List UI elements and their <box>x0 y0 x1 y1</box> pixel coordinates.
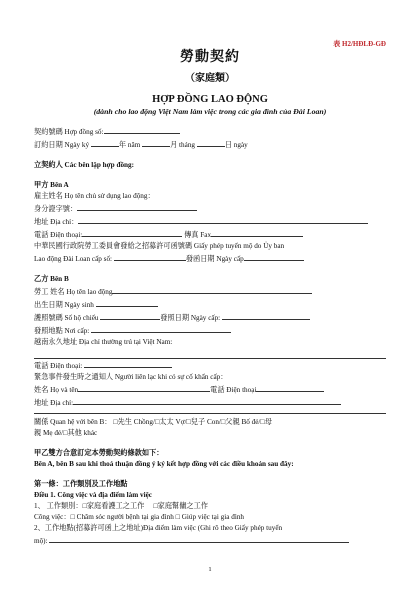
permit-number-label: Lao động Đài Loan cấp số: <box>34 255 114 263</box>
work-type-vietnamese[interactable]: Công việc：□ Chăm sóc người bệnh tại gia đình □ Giúp việc tại gia đình <box>34 513 245 521</box>
emergency-address-label: 地址 Địa chỉ: <box>34 399 74 407</box>
worker-dob-label: 出生日期 Ngày sinh <box>34 301 96 309</box>
worker-phone-label: 電話 Điện thoại: <box>34 362 85 370</box>
page-number: 1 <box>208 566 212 573</box>
contract-number-row <box>34 125 386 138</box>
month-label: 月 tháng <box>170 141 197 149</box>
party-a-id-row <box>34 202 386 215</box>
work-location-row1: 2、工作地點(招募許可函上之地址)Địa điểm làm việc (Ghi rõ theo Giấy phép tuyển <box>34 524 283 532</box>
employer-address-label: 地址 Địa chỉ： <box>34 218 79 226</box>
perm-address-field[interactable] <box>34 348 386 359</box>
emergency-name-label: 姓名 Họ và tên <box>34 386 79 394</box>
party-b-heading: 乙方 Bên B <box>34 275 69 283</box>
party-a-heading: 甲方 Bên A <box>34 181 69 189</box>
emergency-address-row <box>34 396 386 409</box>
party-b-name-row <box>34 285 386 298</box>
employer-name-label: 雇主姓名 Họ tên chủ sử dụng lao động： <box>34 192 155 200</box>
contract-number-label: 契約號碼 Hợp đồng số: <box>34 128 104 136</box>
worker-name-field[interactable] <box>112 285 312 294</box>
party-b-passport-row <box>34 311 386 324</box>
subtitle-vietnamese: (dành cho lao động Việt Nam làm việc trong các gia đình của Đài Loan) <box>93 107 327 116</box>
party-b-phone-row <box>34 359 386 372</box>
passport-issue-date-field[interactable] <box>222 311 310 320</box>
permit-date-label: 發函日期 Ngày cấp <box>185 255 244 263</box>
relation-row1[interactable]: 關係 Quan hệ với bên B： □先生 Chồng/□太太 Vợ/□兒子 Con/□父親 Bố đẻ/□母 <box>34 418 272 426</box>
work-location-label: mộ): <box>34 537 50 545</box>
title-vietnamese: HỢP ĐỒNG LAO ĐỘNG <box>152 94 268 105</box>
party-a-name-row <box>34 191 386 202</box>
agreement-vietnamese: Bên A, bên B sau khi thoả thuận đồng ý ký kết hợp đồng với các điều khoản sau đây: <box>34 460 294 468</box>
day-label: 日 ngày <box>224 141 248 149</box>
employer-id-field[interactable] <box>77 202 197 211</box>
sign-day-field[interactable] <box>197 138 225 147</box>
party-b-dob-row <box>34 298 386 311</box>
employer-address-field[interactable] <box>78 215 368 224</box>
passport-number-label: 護照號碼 Số hộ chiếu <box>34 314 101 322</box>
employer-fax-label: 傳真 Fax <box>184 231 212 239</box>
permit-number-field[interactable] <box>114 252 186 261</box>
employer-phone-field[interactable] <box>82 228 182 237</box>
emergency-address-field[interactable] <box>73 396 341 405</box>
employer-id-label: 身分證字號： <box>34 205 78 213</box>
relation-row2[interactable]: 親 Mẹ đẻ/□其他 khác <box>34 429 98 437</box>
worker-phone-field[interactable] <box>84 359 172 368</box>
emergency-heading: 緊急事件發生時之通知人 Người liên lạc khi có sự cố khẩn cấp： <box>34 373 228 381</box>
party-b-perm-address-row: 越南永久地址 Địa chỉ thường trú tại Việt Nam: <box>34 338 173 346</box>
party-a-permit-row2 <box>34 252 386 265</box>
passport-number-field[interactable] <box>100 311 160 320</box>
subtitle-chinese: （家庭類） <box>185 73 235 84</box>
emergency-phone-field[interactable] <box>256 383 324 392</box>
worker-name-label: 勞工 姓名 Họ tên lao động <box>34 288 113 296</box>
form-code: 表 H2/HĐLĐ-GĐ <box>333 40 386 48</box>
employer-fax-field[interactable] <box>211 228 303 237</box>
parties-heading: 立契約人 Các bên lập hợp đồng: <box>34 161 135 169</box>
sign-month-field[interactable] <box>142 138 170 147</box>
party-a-permit-row1: 中華民國行政院勞工委員會發給之招募許可函號碼 Giấy phép tuyển mộ do Ủy ban <box>34 242 285 250</box>
party-b-issue-place-row <box>34 324 386 337</box>
passport-issue-place-field[interactable] <box>91 324 231 333</box>
work-location-row2 <box>34 534 386 547</box>
year-label: 年 năm <box>118 141 143 149</box>
party-a-phone-row <box>34 228 386 241</box>
emergency-name-row <box>34 383 386 396</box>
title-chinese: 勞動契約 <box>180 49 240 65</box>
passport-issue-date-label: 發照日期 Ngày cấp: <box>160 314 222 322</box>
work-type-chinese[interactable]: 1、 工作類別：□家庭看護工之工作 □家庭幫傭之工作 <box>34 502 208 510</box>
sign-date-row <box>34 138 386 151</box>
sign-date-label: 訂約日期 Ngày ký <box>34 141 91 149</box>
emergency-phone-label: 電話 Điện thoại <box>210 386 257 394</box>
sign-year-field[interactable] <box>91 138 119 147</box>
employer-phone-label: 電話 Điện thoại: <box>34 231 83 239</box>
article1-heading-chinese: 第一條：工作類別及工作地點 <box>34 480 128 488</box>
work-location-field[interactable] <box>49 534 349 543</box>
agreement-chinese: 甲乙雙方合意訂定本勞動契約條款如下： <box>34 449 164 457</box>
contract-number-field[interactable] <box>104 125 180 134</box>
emergency-name-field[interactable] <box>78 383 210 392</box>
passport-issue-place-label: 發照地點 Nơi cấp: <box>34 327 92 335</box>
party-a-address-row <box>34 215 386 228</box>
article1-heading-vietnamese: Điều 1. Công việc và địa điểm làm việc <box>34 491 152 499</box>
permit-date-field[interactable] <box>244 252 304 261</box>
worker-dob-field[interactable] <box>96 298 158 307</box>
